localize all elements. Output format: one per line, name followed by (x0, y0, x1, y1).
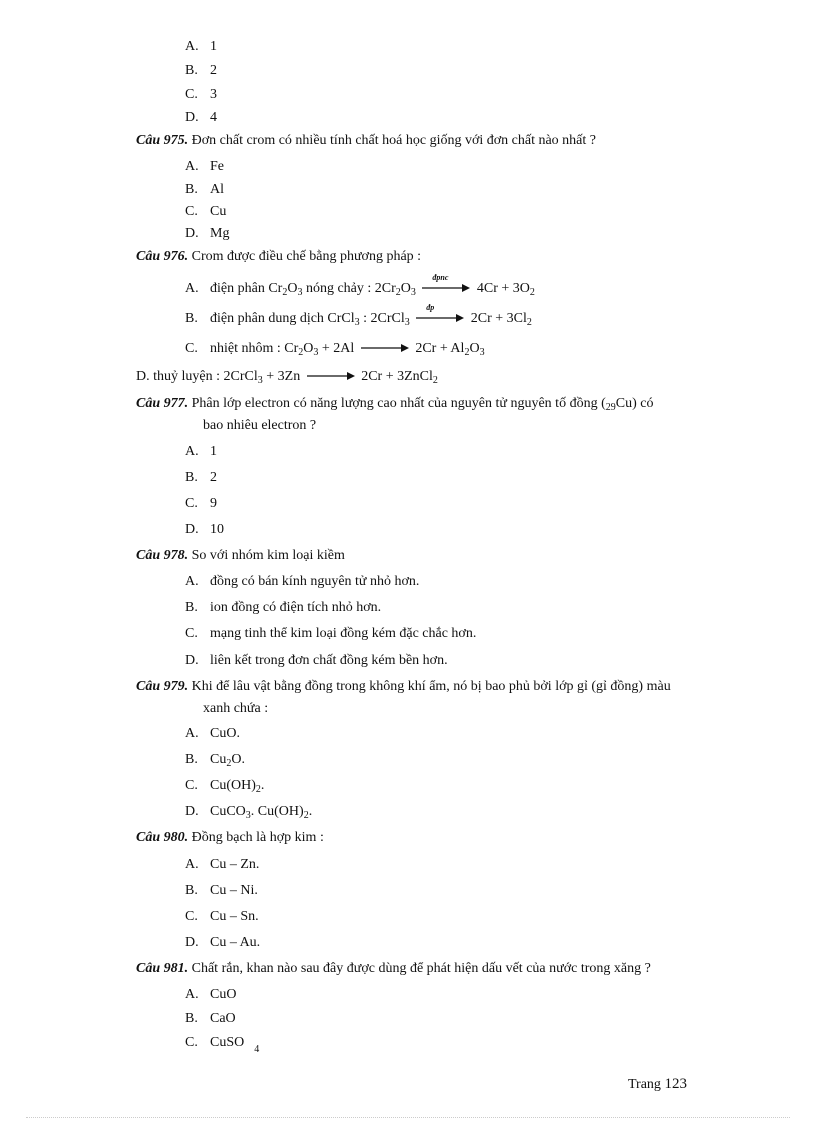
page-number: 123 (664, 1076, 687, 1092)
q980-option-c: C. Cu – Sn. (185, 909, 259, 924)
reaction-arrow: đpnc (422, 280, 470, 294)
question-979-continuation: xanh chứa : (203, 701, 269, 716)
q977-option-b: B. 2 (185, 470, 217, 485)
q976-option-d: D. thuỷ luyện : 2CrCl$_3$ + 3Zn 2Cr + 3ZnCl$_2$ (136, 369, 438, 386)
question-977-continuation: bao nhiêu electron ? (203, 418, 317, 433)
q978-option-b: B. ion đồng có điện tích nhỏ hơn. (185, 600, 382, 615)
question-979: Câu 979. Khi để lâu vật bằng đồng trong không khí ẩm, nó bị bao phủ bởi lớp gỉ (gỉ đồng) màu (136, 679, 671, 694)
q978-option-c: C. mạng tinh thể kim loại đồng kém đặc chắc hơn. (185, 626, 477, 641)
question-981: Câu 981. Chất rắn, khan nào sau đây được dùng để phát hiện dấu vết của nước trong xăng ? (136, 961, 651, 976)
q980-option-b: B. Cu – Ni. (185, 883, 258, 898)
q976-option-c: C. nhiệt nhôm : $Cr_2O_3 + 2Al$ $2Cr + Al_2O_3$ (185, 341, 485, 358)
question-975: Câu 975. Đơn chất crom có nhiều tính chất hoá học giống với đơn chất nào nhất ? (136, 133, 596, 148)
q977-option-d: D. 10 (185, 522, 224, 537)
question-978: Câu 978. So với nhóm kim loại kiềm (136, 548, 345, 563)
q977-option-c: C. 9 (185, 496, 217, 511)
question-976: Câu 976. Crom được điều chế bằng phương pháp : (136, 249, 422, 264)
option-c: C. 3 (185, 87, 217, 102)
q980-option-a: A. Cu – Zn. (185, 857, 260, 872)
q975-option-c: C. Cu (185, 204, 227, 219)
option-a: A. 1 (185, 39, 217, 54)
reaction-arrow (307, 368, 355, 382)
option-d: D. 4 (185, 110, 217, 125)
q979-option-a: A. CuO. (185, 726, 240, 741)
q979-option-d: D. CuCO$_3$. $Cu(OH)_2$. (185, 804, 313, 821)
question-980: Câu 980. Đồng bạch là hợp kim : (136, 830, 324, 845)
reaction-arrow (361, 340, 409, 354)
q981-option-b: B. CaO (185, 1011, 236, 1026)
q979-option-c: C. $Cu(OH)_2$. (185, 778, 265, 795)
reaction-arrow: đp (416, 310, 464, 324)
question-977: Câu 977. Phân lớp electron có năng lượng cao nhất của nguyên tử nguyên tố đồng $(_{29}Cu)$ có (136, 396, 654, 413)
footer-divider (26, 1117, 790, 1118)
q980-option-d: D. Cu – Au. (185, 935, 261, 950)
q975-option-d: D. Mg (185, 226, 230, 241)
q978-option-a: A. đồng có bán kính nguyên tử nhỏ hơn. (185, 574, 420, 589)
q977-option-a: A. 1 (185, 444, 217, 459)
q975-option-b: B. Al (185, 182, 224, 197)
page-footer: Trang 123 (628, 1076, 687, 1092)
q976-option-a: A. điện phân $Cr_2O_3$ nóng chảy : $2Cr_2O_3$ đpnc $4Cr + 3O_2$ (185, 273, 535, 298)
q979-option-b: B. $Cu_2O$. (185, 752, 245, 769)
q981-option-a: A. CuO (185, 987, 237, 1002)
option-b: B. 2 (185, 63, 217, 78)
q981-option-c: C. CuSO $_4$ (185, 1035, 260, 1055)
q975-option-a: A. Fe (185, 159, 224, 174)
q978-option-d: D. liên kết trong đơn chất đồng kém bền hơn. (185, 653, 448, 668)
q976-option-b: B. điện phân dung dịch CrCl$_3$ : 2CrCl$_3$ đp $2Cr + 3Cl_2$ (185, 303, 532, 328)
